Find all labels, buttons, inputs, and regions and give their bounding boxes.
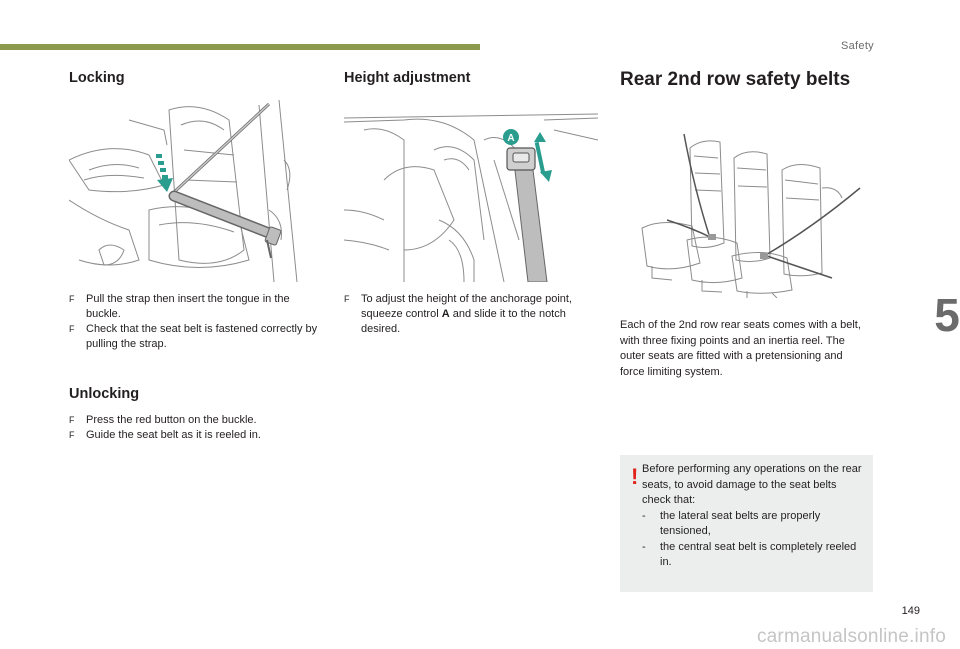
unlocking-heading: Unlocking <box>69 386 140 402</box>
bullet-marker: F <box>69 415 75 425</box>
list-item: F Pull the strap then insert the tongue in the buckle. <box>69 293 290 320</box>
section-accent-bar <box>0 44 480 50</box>
page-number: 149 <box>901 605 920 617</box>
unlocking-steps <box>69 413 319 443</box>
control-a-label: A <box>441 308 450 320</box>
list-item: - the lateral seat belts are properly tensioned, <box>642 509 821 537</box>
warning-text <box>642 462 862 571</box>
list-item: F To adjust the height of the anchorage point, squeeze control A and slide it to the notch desired. <box>344 293 572 335</box>
rear-belts-heading: Rear 2nd row safety belts <box>620 69 851 90</box>
chapter-tab: 5 <box>934 289 960 341</box>
dash-marker: - <box>642 540 646 553</box>
height-adjustment-illustration <box>344 100 598 282</box>
list-item: F Press the red button on the buckle. <box>69 414 257 426</box>
control-a-callout: A <box>507 133 515 144</box>
bullet-marker: F <box>69 294 75 304</box>
height-adjustment-steps <box>344 292 598 337</box>
list-item: F Check that the seat belt is fastened correctly by pulling the strap. <box>69 323 318 350</box>
rear-belts-description: Each of the 2nd row rear seats comes with a belt, with three fixing points and an inertia reel. The outer seats are fitted with a pretensioning and force limiting system. <box>620 319 861 378</box>
locking-steps <box>69 292 319 352</box>
bullet-marker: F <box>69 430 75 440</box>
watermark: carmanualsonline.info <box>756 626 946 647</box>
dash-marker: - <box>642 509 646 522</box>
locking-heading: Locking <box>69 70 125 86</box>
warning-box <box>620 455 873 592</box>
section-label: Safety <box>841 40 874 52</box>
list-item: - the central seat belt is completely reeled in. <box>642 540 857 568</box>
list-item: F Guide the seat belt as it is reeled in. <box>69 429 261 441</box>
locking-illustration <box>69 100 319 282</box>
height-adjustment-heading: Height adjustment <box>344 70 471 86</box>
rear-seats-illustration <box>632 128 862 298</box>
bullet-marker: F <box>344 294 350 304</box>
warning-intro: Before performing any operations on the rear seats, to avoid damage to the seat belts check that: <box>642 463 862 506</box>
bullet-marker: F <box>69 324 75 334</box>
warning-icon: ! <box>631 464 639 489</box>
